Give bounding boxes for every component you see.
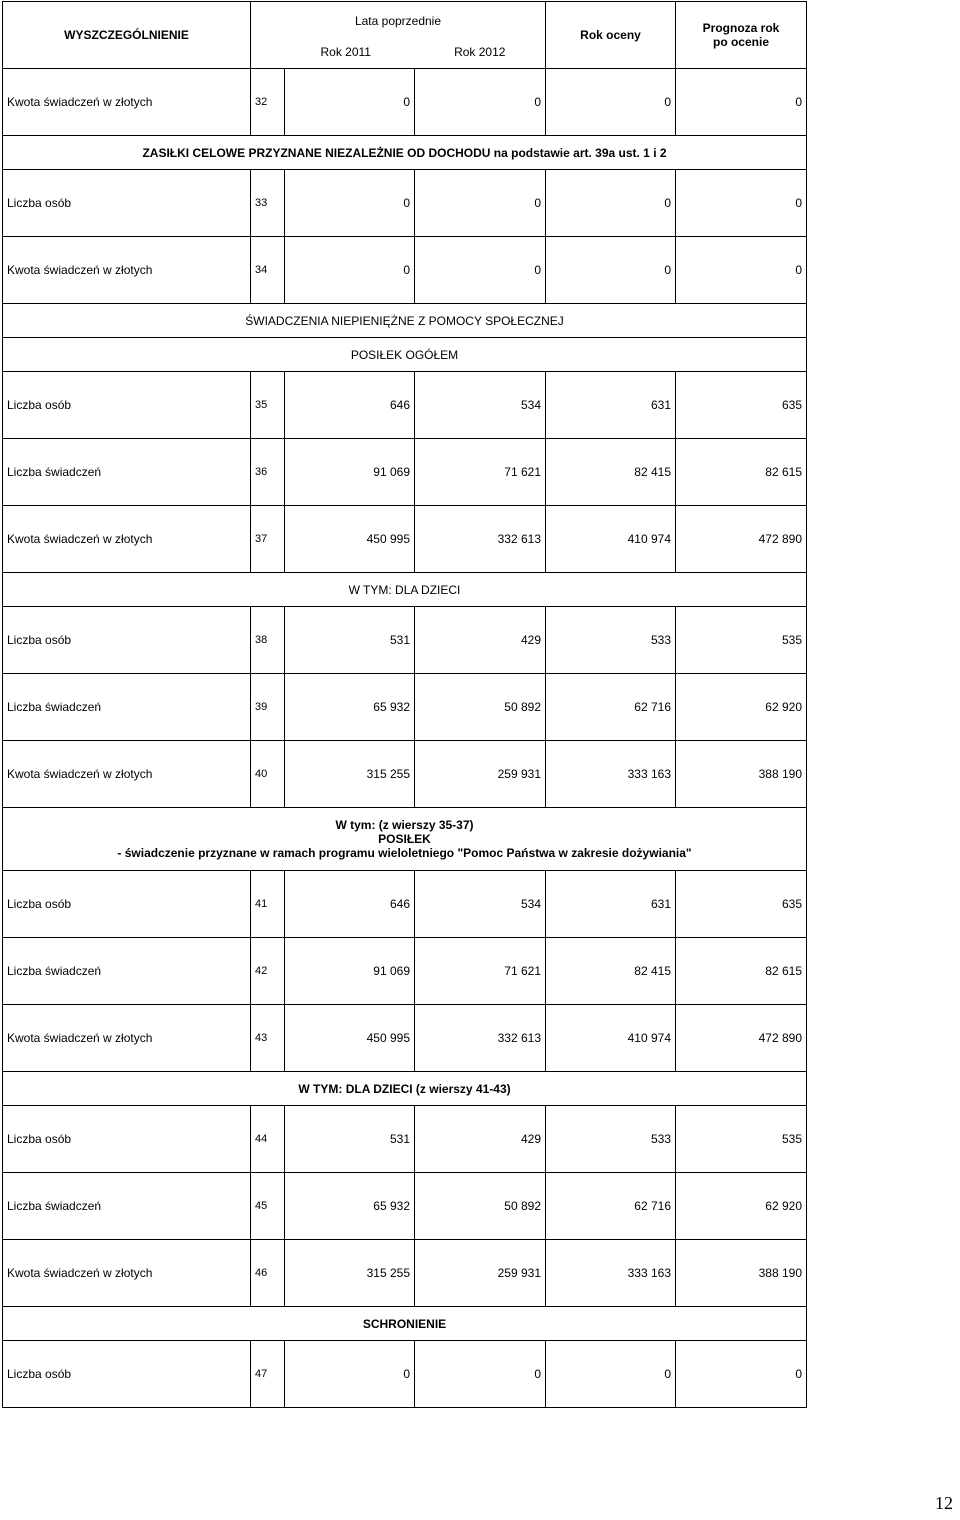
section-row <box>3 573 807 607</box>
value-2012: 332 613 <box>415 506 546 573</box>
value-assessment-year: 410 974 <box>546 506 676 573</box>
value-2012: 259 931 <box>415 1240 546 1307</box>
row-number: 45 <box>251 1173 285 1240</box>
data-row <box>3 871 807 938</box>
value-2011: 646 <box>285 372 415 439</box>
row-label: Liczba osób <box>3 871 251 938</box>
value-forecast: 635 <box>676 871 807 938</box>
row-number: 43 <box>251 1005 285 1072</box>
header-forecast-line1: Prognoza rok <box>702 21 780 35</box>
header-forecast <box>676 2 807 69</box>
row-number: 46 <box>251 1240 285 1307</box>
header-forecast-line2: po ocenie <box>712 35 769 49</box>
data-row <box>3 237 807 304</box>
value-forecast: 0 <box>676 237 807 304</box>
section-row <box>3 304 807 338</box>
value-assessment-year: 333 163 <box>546 741 676 808</box>
header-col-label: WYSZCZEGÓLNIENIE <box>3 2 251 69</box>
data-row <box>3 69 807 136</box>
value-forecast: 82 615 <box>676 938 807 1005</box>
value-forecast: 0 <box>676 69 807 136</box>
value-2012: 0 <box>415 237 546 304</box>
value-assessment-year: 82 415 <box>546 938 676 1005</box>
section-heading-line: W tym: (z wierszy 35-37) <box>335 818 474 832</box>
value-forecast: 62 920 <box>676 1173 807 1240</box>
page-number: 12 <box>935 1493 953 1513</box>
data-row <box>3 1240 807 1307</box>
value-forecast: 472 890 <box>676 506 807 573</box>
row-label: Kwota świadczeń w złotych <box>3 1240 251 1307</box>
value-2012: 534 <box>415 871 546 938</box>
value-2011: 531 <box>285 1106 415 1173</box>
header-row-1 <box>3 2 807 36</box>
header-assessment-year: Rok oceny <box>546 2 676 69</box>
value-2011: 0 <box>285 1341 415 1408</box>
section-heading: ŚWIADCZENIA NIEPIENIĘŻNE Z POMOCY SPOŁECZNEJ <box>3 304 807 338</box>
value-2011: 65 932 <box>285 674 415 741</box>
data-row <box>3 1173 807 1240</box>
section-heading: W TYM: DLA DZIECI <box>3 573 807 607</box>
value-2011: 0 <box>285 170 415 237</box>
value-forecast: 535 <box>676 607 807 674</box>
value-2012: 534 <box>415 372 546 439</box>
value-assessment-year: 62 716 <box>546 1173 676 1240</box>
value-assessment-year: 631 <box>546 871 676 938</box>
value-2012: 50 892 <box>415 1173 546 1240</box>
value-assessment-year: 333 163 <box>546 1240 676 1307</box>
data-row <box>3 1106 807 1173</box>
row-label: Liczba osób <box>3 372 251 439</box>
header-year-2012: Rok 2012 <box>415 36 546 69</box>
row-label: Kwota świadczeń w złotych <box>3 506 251 573</box>
row-label: Liczba świadczeń <box>3 674 251 741</box>
row-number: 39 <box>251 674 285 741</box>
row-number: 44 <box>251 1106 285 1173</box>
section-heading: SCHRONIENIE <box>3 1307 807 1341</box>
value-assessment-year: 0 <box>546 1341 676 1408</box>
section-row <box>3 136 807 170</box>
row-label: Liczba osób <box>3 1106 251 1173</box>
data-row <box>3 607 807 674</box>
data-row <box>3 741 807 808</box>
row-label: Kwota świadczeń w złotych <box>3 741 251 808</box>
row-label: Liczba świadczeń <box>3 1173 251 1240</box>
value-2011: 315 255 <box>285 1240 415 1307</box>
section-heading: POSIŁEK OGÓŁEM <box>3 338 807 372</box>
data-row <box>3 170 807 237</box>
data-row <box>3 938 807 1005</box>
section-heading-line: - świadczenie przyznane w ramach programu wieloletniego "Pomoc Państwa w zakresie dożywiania" <box>117 846 692 860</box>
value-forecast: 62 920 <box>676 674 807 741</box>
row-number: 40 <box>251 741 285 808</box>
value-2012: 429 <box>415 1106 546 1173</box>
row-label: Liczba osób <box>3 607 251 674</box>
row-label: Liczba osób <box>3 170 251 237</box>
value-forecast: 0 <box>676 1341 807 1408</box>
row-number: 32 <box>251 69 285 136</box>
value-2012: 429 <box>415 607 546 674</box>
row-number: 35 <box>251 372 285 439</box>
value-2011: 646 <box>285 871 415 938</box>
data-row <box>3 372 807 439</box>
value-2011: 450 995 <box>285 1005 415 1072</box>
row-label: Kwota świadczeń w złotych <box>3 69 251 136</box>
row-number: 36 <box>251 439 285 506</box>
value-2011: 531 <box>285 607 415 674</box>
row-number: 34 <box>251 237 285 304</box>
section-heading-line: POSIŁEK <box>378 832 431 846</box>
row-label: Kwota świadczeń w złotych <box>3 1005 251 1072</box>
statistics-table <box>2 1 807 1408</box>
value-2012: 71 621 <box>415 439 546 506</box>
value-2012: 0 <box>415 1341 546 1408</box>
row-number: 41 <box>251 871 285 938</box>
row-label: Liczba świadczeń <box>3 439 251 506</box>
value-assessment-year: 533 <box>546 1106 676 1173</box>
data-row <box>3 506 807 573</box>
value-forecast: 0 <box>676 170 807 237</box>
row-number: 33 <box>251 170 285 237</box>
section-row <box>3 808 807 871</box>
value-assessment-year: 533 <box>546 607 676 674</box>
value-2012: 332 613 <box>415 1005 546 1072</box>
value-forecast: 535 <box>676 1106 807 1173</box>
section-row <box>3 338 807 372</box>
value-assessment-year: 0 <box>546 237 676 304</box>
value-assessment-year: 0 <box>546 170 676 237</box>
header-year-2011: Rok 2011 <box>251 36 415 69</box>
value-2012: 71 621 <box>415 938 546 1005</box>
value-2012: 50 892 <box>415 674 546 741</box>
data-row <box>3 1005 807 1072</box>
value-2012: 0 <box>415 69 546 136</box>
row-number: 42 <box>251 938 285 1005</box>
value-2012: 0 <box>415 170 546 237</box>
value-assessment-year: 0 <box>546 69 676 136</box>
value-assessment-year: 410 974 <box>546 1005 676 1072</box>
section-heading-multiline <box>3 808 807 871</box>
value-2011: 91 069 <box>285 938 415 1005</box>
value-forecast: 472 890 <box>676 1005 807 1072</box>
value-forecast: 388 190 <box>676 741 807 808</box>
value-forecast: 82 615 <box>676 439 807 506</box>
header-past-years: Lata poprzednie <box>251 2 546 36</box>
value-2011: 91 069 <box>285 439 415 506</box>
row-number: 37 <box>251 506 285 573</box>
section-heading: ZASIŁKI CELOWE PRZYZNANE NIEZALEŻNIE OD DOCHODU na podstawie art. 39a ust. 1 i 2 <box>3 136 807 170</box>
data-row <box>3 1341 807 1408</box>
section-row <box>3 1307 807 1341</box>
value-forecast: 388 190 <box>676 1240 807 1307</box>
row-label: Liczba świadczeń <box>3 938 251 1005</box>
row-label: Kwota świadczeń w złotych <box>3 237 251 304</box>
section-row <box>3 1072 807 1106</box>
value-assessment-year: 62 716 <box>546 674 676 741</box>
row-number: 38 <box>251 607 285 674</box>
section-heading: W TYM: DLA DZIECI (z wierszy 41-43) <box>3 1072 807 1106</box>
row-label: Liczba osób <box>3 1341 251 1408</box>
value-forecast: 635 <box>676 372 807 439</box>
value-assessment-year: 82 415 <box>546 439 676 506</box>
value-2011: 65 932 <box>285 1173 415 1240</box>
value-2011: 0 <box>285 237 415 304</box>
value-assessment-year: 631 <box>546 372 676 439</box>
value-2011: 0 <box>285 69 415 136</box>
value-2011: 450 995 <box>285 506 415 573</box>
row-number: 47 <box>251 1341 285 1408</box>
value-2012: 259 931 <box>415 741 546 808</box>
data-row <box>3 674 807 741</box>
value-2011: 315 255 <box>285 741 415 808</box>
data-row <box>3 439 807 506</box>
